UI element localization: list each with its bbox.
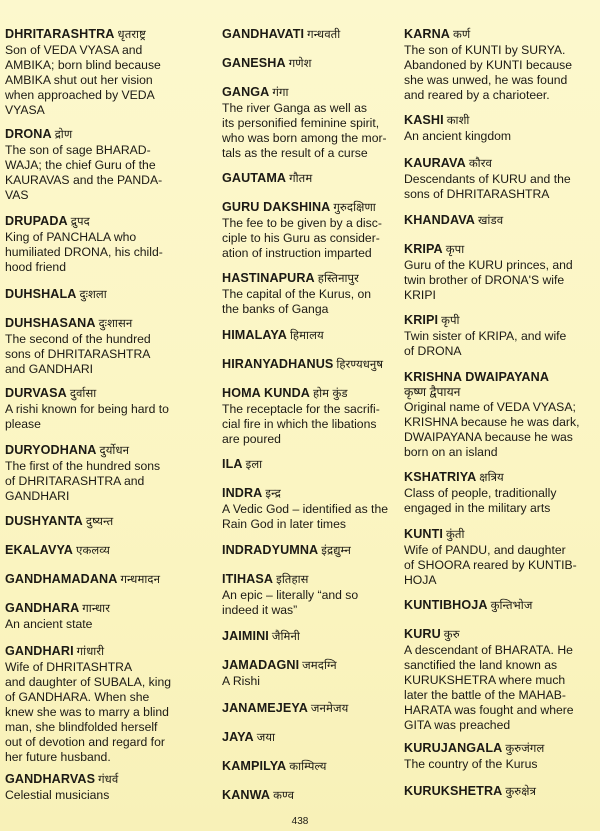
entry-hindi: द्रुपद [70,216,90,228]
glossary-entry [5,287,200,303]
entry-heading [222,730,400,746]
entry-term: GANDHARVAS [5,772,96,786]
entry-term: ITIHASA [222,572,274,586]
entry-definition-line: AMBIKA shut out her vision [5,73,153,87]
entry-definition-line: humiliated DRONA, his child- [5,245,163,259]
glossary-entry [222,543,400,559]
entry-hindi: कुंती [445,529,465,541]
entry-definition-line: A Rishi [222,674,260,688]
entry-term: GURU DAKSHINA [222,200,331,214]
entry-heading [5,27,200,43]
entry-heading [5,214,200,230]
entry-definition-line: tals as the result of a curse [222,146,368,160]
entry-heading [222,629,400,645]
entry-definition-line: Original name of VEDA VYASA; [404,400,576,414]
glossary-entry [404,598,596,614]
entry-hindi: गंगा [272,87,289,99]
entry-definition-line: Wife of PANDU, and daughter [404,543,566,557]
entry-definition-line: The son of KUNTI by SURYA. [404,43,566,57]
glossary-entry [5,772,200,803]
entry-heading [404,27,596,43]
entry-heading [222,457,400,473]
entry-hindi: दुःशासन [98,318,133,330]
entry-hindi: हस्तिनापुर [317,273,359,285]
entry-definition-line: HOJA [404,573,437,587]
entry-definition-line: twin brother of DRONA'S wife [404,273,565,287]
entry-definition-line: KRISHNA because he was dark, [404,415,580,429]
entry-heading [404,370,596,385]
entry-term: HIMALAYA [222,328,287,342]
entry-definition-line: of DHRITARASHTRA and [5,474,145,488]
entry-definition-line: engaged in the military arts [404,501,551,515]
entry-heading [222,27,400,43]
entry-hindi: जया [256,732,276,744]
entry-definition-line: and reared by a charioteer. [404,88,550,102]
entry-heading [222,85,400,101]
glossary-entry [404,741,596,772]
entry-term: KSHATRIYA [404,470,477,484]
entry-hindi: होम कुंड [312,388,348,400]
entry-definition-line: ciple to his Guru as consider- [222,231,380,245]
entry-term: ILA [222,457,243,471]
entry-term: DUHSHALA [5,287,77,301]
glossary-entry [222,486,400,532]
entry-definition-line: An epic – literally “and so [222,588,359,602]
entry-hindi: कुरुजंगल [505,743,545,755]
entry-definition-line: who was born among the mor- [222,131,387,145]
entry-definition-line: A Vedic God – identified as the [222,502,388,516]
entry-definition-line: KRIPI [404,288,436,302]
entry-definition-line: The river Ganga as well as [222,101,367,115]
entry-heading [5,386,200,402]
entry-definition-line: later the battle of the MAHAB- [404,688,566,702]
entry-term: JANAMEJEYA [222,701,308,715]
entry-hindi: इंद्रद्युम्न [321,545,352,557]
entry-term: KRIPI [404,313,439,327]
entry-definition-line: An ancient kingdom [404,129,512,143]
entry-heading [404,156,596,172]
entry-definition-line: Descendants of KURU and the [404,172,571,186]
glossary-entry [5,514,200,530]
entry-hindi: गांधारी [76,646,105,658]
glossary-entry [5,127,200,203]
glossary-entry [222,271,400,317]
entry-definition-line: when approached by VEDA [5,88,155,102]
entry-definition-line: sons of DHRITARASHTRA [5,347,151,361]
entry-hindi: कौरव [468,158,493,170]
entry-hindi: दुःशला [79,289,107,301]
entry-heading [5,543,200,559]
entry-hindi: गणेश [288,58,312,70]
entry-definition-line: knew she was to marry a blind [5,705,169,719]
entry-heading [404,113,596,129]
entry-definition-line: GITA was preached [404,718,511,732]
entry-definition-line: its personified feminine spirit, [222,116,380,130]
entry-hindi: कर्ण [452,29,471,41]
entry-term: DHRITARASHTRA [5,27,115,41]
entry-definition-line: the banks of Ganga [222,302,329,316]
entry-hindi: क्षत्रिय [479,472,504,484]
entry-heading [5,443,200,459]
entry-definition-line: The country of the Kurus [404,757,538,771]
entry-definition-line: The first of the hundred sons [5,459,161,473]
entry-definition-line: her future husband. [5,750,111,764]
glossary-entry [404,27,596,103]
entry-term: JAYA [222,730,254,744]
entry-hindi: कृपा [445,244,465,256]
entry-definition-line: WAJA; the chief Guru of the [5,158,156,172]
entry-heading [222,701,400,717]
entry-hindi: जैमिनी [271,631,300,643]
entry-definition-line: she was unwed, he was found [404,73,568,87]
entry-definition-line: KAURAVAS and the PANDA- [5,173,163,187]
entry-definition-line: VYASA [5,103,45,117]
entry-definition-line: Wife of DHRITASHTRA [5,660,133,674]
entry-definition-line: are poured [222,432,281,446]
entry-term: KAURAVA [404,156,466,170]
page-number: 438 [291,816,309,827]
entry-heading [404,313,596,329]
entry-term: KUNTI [404,527,443,541]
glossary-entry [222,701,400,717]
entry-term: GANESHA [222,56,286,70]
entry-term: GANDHAVATI [222,27,305,41]
entry-definition-line: VAS [5,188,29,202]
glossary-entry [222,629,400,645]
entry-hindi: इतिहास [276,574,309,586]
entry-definition-line: The capital of the Kurus, on [222,287,372,301]
entry-hindi: गन्धवती [307,29,341,41]
entry-term: DUHSHASANA [5,316,96,330]
entry-term: KHANDAVA [404,213,475,227]
entry-term: EKALAVYA [5,543,73,557]
entry-heading [404,627,596,643]
entry-definition-line: sanctified the land known as [404,658,558,672]
glossary-entry [404,156,596,202]
entry-heading [222,386,400,402]
glossary-entry [222,457,400,473]
glossary-entry [5,601,200,632]
entry-hindi: गंधर्व [98,774,119,786]
entry-definition-line: The son of sage BHARAD- [5,143,151,157]
glossary-entry [222,171,400,187]
entry-hindi: दुर्वासा [69,388,97,400]
entry-heading [404,741,596,757]
glossary-entry [222,328,400,344]
glossary-entry [404,784,596,800]
entry-definition-line: sons of DHRITARASHTRA [404,187,550,201]
entry-term: GANDHARI [5,644,74,658]
entry-heading [404,527,596,543]
entry-definition-line: DWAIPAYANA because he was [404,430,573,444]
entry-hindi: इन्द्र [265,488,281,500]
entry-term: INDRA [222,486,263,500]
entry-heading [222,200,400,216]
entry-definition-line: King of PANCHALA who [5,230,137,244]
entry-term: DRONA [5,127,52,141]
glossary-entry [5,443,200,504]
entry-definition-line: The second of the hundred [5,332,151,346]
glossary-entry [404,113,596,144]
entry-term: HIRANYADHANUS [222,357,334,371]
entry-heading [5,601,200,617]
entry-definition-line: out of devotion and regard for [5,735,165,749]
glossary-entry [222,85,400,161]
glossary-entry [222,759,400,775]
entry-definition-line: KURUKSHETRA where much [404,673,566,687]
entry-hindi: जमदग्नि [302,660,337,672]
entry-definition-line: Rain God in later times [222,517,346,531]
entry-term: GAUTAMA [222,171,287,185]
entry-definition-line: Class of people, traditionally [404,486,557,500]
entry-heading [5,316,200,332]
entry-term: DURVASA [5,386,67,400]
entry-hindi: द्रोण [54,129,73,141]
entry-term: KUNTIBHOJA [404,598,488,612]
entry-definition-line: Guru of the KURU princes, and [404,258,573,272]
entry-hindi: कुन्तिभोज [490,600,533,612]
entry-heading [222,572,400,588]
entry-definition-line: of DRONA [404,344,462,358]
glossary-entry [222,200,400,261]
entry-term: GANDHAMADANA [5,572,118,586]
entry-hindi: जनमेजय [310,703,349,715]
entry-term: KARNA [404,27,450,41]
entry-term: JAIMINI [222,629,269,643]
entry-definition-line: indeed it was” [222,603,298,617]
glossary-entry [222,27,400,43]
entry-heading [404,598,596,614]
entry-heading [5,772,200,788]
entry-term: KRISHNA DWAIPAYANA [404,370,550,384]
glossary-entry [5,644,200,765]
glossary-entry [222,788,400,804]
glossary-entry [222,357,400,373]
glossary-entry [5,214,200,275]
entry-hindi: कुरुक्षेत्र [505,786,537,798]
entry-heading [222,658,400,674]
entry-heading [5,514,200,530]
entry-term: DURYODHANA [5,443,97,457]
entry-definition-line: The fee to be given by a disc- [222,216,382,230]
entry-hindi: कुरु [443,629,460,641]
entry-definition-line: of GANDHARA. When she [5,690,150,704]
entry-definition-line: An ancient state [5,617,93,631]
entry-hindi: गुरुदक्षिणा [333,202,376,214]
entry-term: INDRADYUMNA [222,543,319,557]
entry-heading [404,213,596,229]
glossary-entry [5,27,200,118]
glossary-entry [404,627,596,733]
entry-definition-line: A rishi known for being hard to [5,402,169,416]
glossary-entry [5,572,200,588]
entry-definition-line: GANDHARI [5,489,70,503]
entry-hindi: दुष्यन्त [85,516,114,528]
entry-heading [222,56,400,72]
entry-term: KAMPILYA [222,759,287,773]
entry-term: KASHI [404,113,444,127]
entry-definition-line: A descendant of BHARATA. He [404,643,573,657]
entry-hindi: दुर्योधन [99,445,130,457]
entry-term: DUSHYANTA [5,514,83,528]
entry-hindi: गान्धार [82,603,111,615]
entry-definition-line: born on an island [404,445,498,459]
entry-hindi: खांडव [478,215,504,227]
entry-term: HASTINAPURA [222,271,315,285]
entry-definition-line: and daughter of SUBALA, king [5,675,171,689]
entry-heading [404,242,596,258]
glossary-entry [404,470,596,516]
glossary-entry [5,386,200,432]
entry-definition-line: कृष्ण द्वैपायन [404,385,461,399]
entry-term: HOMA KUNDA [222,386,310,400]
entry-heading [5,572,200,588]
glossary-entry [222,572,400,618]
entry-heading [222,486,400,502]
entry-definition-line: ation of instruction imparted [222,246,372,260]
entry-definition-line: man, she blindfolded herself [5,720,158,734]
entry-definition-line: and GANDHARI [5,362,94,376]
entry-heading [404,470,596,486]
entry-term: KURUKSHETRA [404,784,503,798]
entry-term: GANDHARA [5,601,80,615]
entry-heading [222,271,400,287]
entry-hindi: एकलव्य [75,545,110,557]
entry-definition-line: The receptacle for the sacrifi- [222,402,380,416]
entry-definition-line: please [5,417,41,431]
entry-hindi: कृपी [441,315,460,327]
entry-hindi: हिमालय [289,330,324,342]
entry-term: KURUJANGALA [404,741,503,755]
entry-term: GANGA [222,85,270,99]
glossary-entry [222,386,400,447]
entry-hindi: इला [245,459,263,471]
entry-hindi: धृतराष्ट्र [117,29,146,41]
entry-heading [222,328,400,344]
entry-heading [404,784,596,800]
entry-heading [222,171,400,187]
entry-definition-line: HARATA was fought and where [404,703,574,717]
entry-hindi: हिरण्यधनुष [336,359,384,371]
entry-hindi: काम्पिल्य [289,761,327,773]
entry-heading [222,788,400,804]
entry-definition-line: Abandoned by KUNTI because [404,58,573,72]
glossary-entry [222,56,400,72]
entry-definition-line: Twin sister of KRIPA, and wife [404,329,567,343]
glossary-entry [404,527,596,588]
entry-heading [5,287,200,303]
entry-heading [5,644,200,660]
glossary-entry [5,543,200,559]
glossary-entry [404,313,596,359]
entry-term: KANWA [222,788,271,802]
entry-heading [222,543,400,559]
glossary-entry [404,213,596,229]
entry-heading [222,759,400,775]
glossary-entry [222,658,400,689]
entry-definition-line: Celestial musicians [5,788,110,802]
entry-heading [222,357,400,373]
glossary-entry [222,730,400,746]
entry-definition-line: hood friend [5,260,66,274]
entry-term: DRUPADA [5,214,68,228]
glossary-entry [5,316,200,377]
entry-heading [5,127,200,143]
entry-definition-line: Son of VEDA VYASA and [5,43,143,57]
entry-definition-line: cial fire in which the libations [222,417,377,431]
entry-hindi: गौतम [289,173,313,185]
entry-definition-line: AMBIKA; born blind because [5,58,161,72]
entry-term: KRIPA [404,242,443,256]
glossary-entry [404,242,596,303]
entry-term: JAMADAGNI [222,658,300,672]
glossary-entry [404,370,596,460]
entry-hindi: गन्धमादन [120,574,161,586]
entry-hindi: कण्व [273,790,295,802]
entry-term: KURU [404,627,441,641]
entry-hindi: काशी [446,115,470,127]
entry-definition-line: of SHOORA reared by KUNTIB- [404,558,577,572]
